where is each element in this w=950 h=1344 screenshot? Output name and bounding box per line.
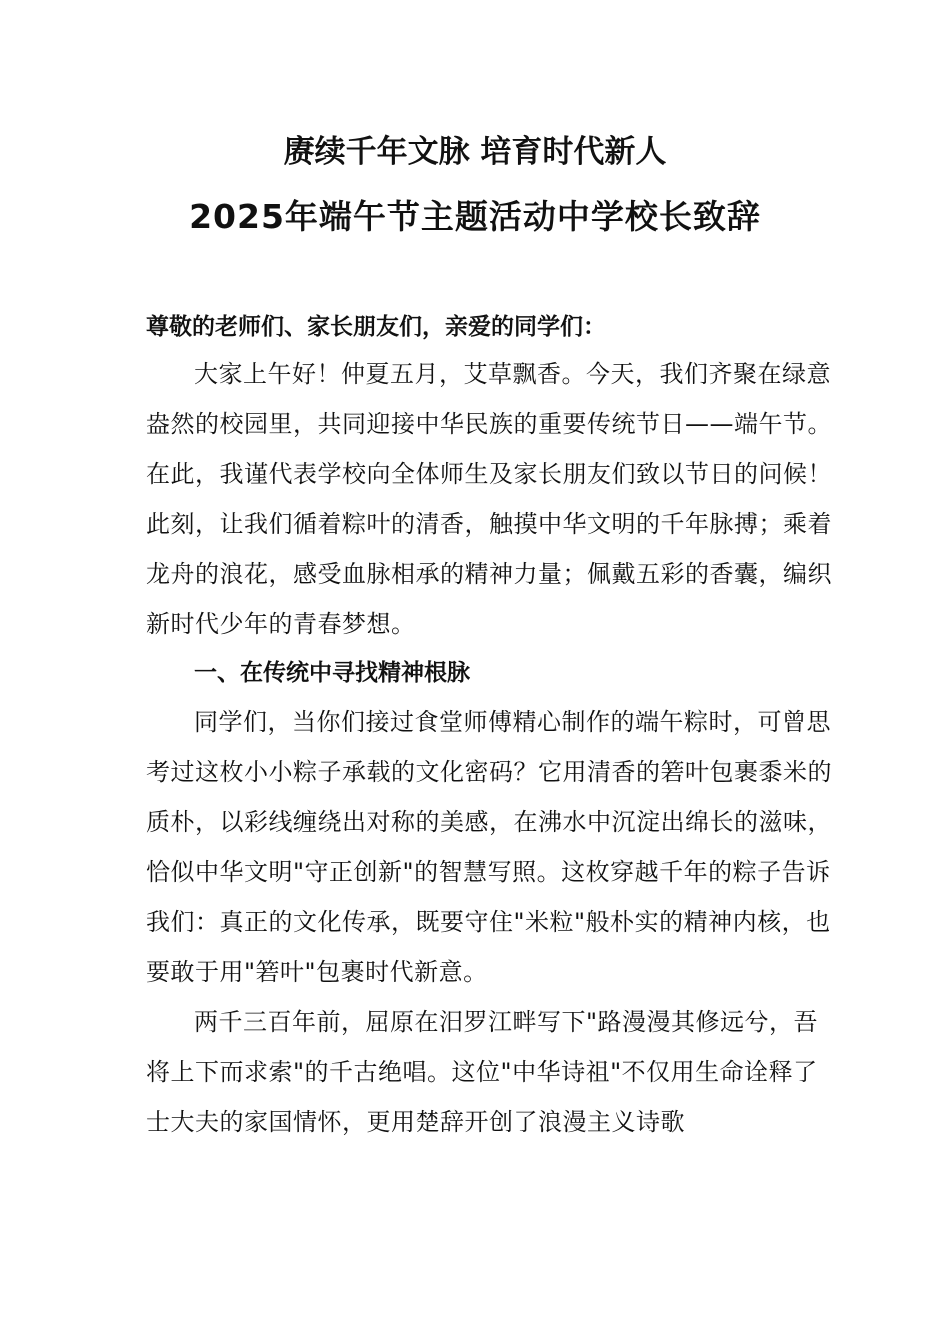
document-title-line2: 2025年端午节主题活动中学校长致辞 <box>189 197 761 236</box>
intro-paragraph: 大家上午好！仲夏五月，艾草飘香。今天，我们齐聚在绿意盎然的校园里，共同迎接中华民族的重要传统节日——端午节。在此，我谨代表学校向全体师生及家长朋友们致以节日的问候！此刻，让我们循着粽叶的清香，触摸中华文明的千年脉搏；乘着龙舟的浪花，感受血脉相承的精神力量；佩戴五彩的香囊，编织新时代少年的青春梦想。 <box>146 360 832 638</box>
section1-paragraph-2: 两千三百年前，屈原在汨罗江畔写下"路漫漫其修远兮，吾将上下而求索"的千古绝唱。这位"中华诗祖"不仅用生命诠释了士大夫的家国情怀，更用楚辞开创了浪漫主义诗歌 <box>146 1008 819 1136</box>
salutation: 尊敬的老师们、家长朋友们，亲爱的同学们： <box>146 314 606 340</box>
document-title-line1: 赓续千年文脉 培育时代新人 <box>283 134 667 170</box>
section-heading-1: 一、在传统中寻找精神根脉 <box>194 660 470 686</box>
section1-paragraph-1: 同学们，当你们接过食堂师傅精心制作的端午粽时，可曾思考过这枚小小粽子承载的文化密码？它用清香的箬叶包裹黍米的质朴，以彩线缠绕出对称的美感，在沸水中沉淀出绵长的滋味，恰似中华文明"守正创新"的智慧写照。这枚穿越千年的粽子告诉我们：真正的文化传承，既要守住"米粒"般朴实的精神内核，也要敢于用"箬叶"包裹时代新意。 <box>146 708 832 986</box>
document-body <box>146 305 836 1147</box>
